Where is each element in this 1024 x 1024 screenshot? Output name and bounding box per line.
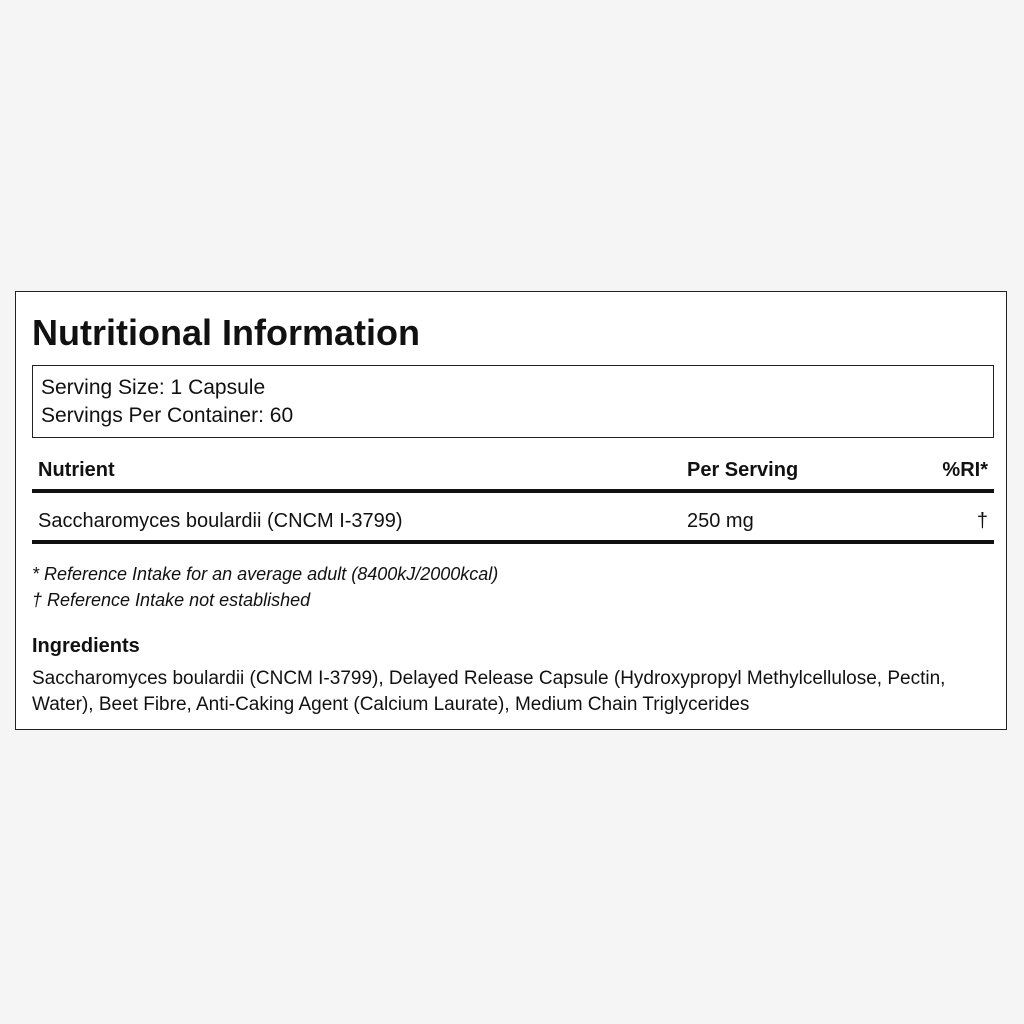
column-header-ri: %RI* (942, 459, 988, 481)
header-divider (32, 489, 994, 493)
page-title: Nutritional Information (32, 312, 420, 353)
ingredients-heading: Ingredients (32, 635, 140, 657)
nutrition-panel (15, 291, 1007, 730)
footnote-reference-intake: * Reference Intake for an average adult (8400kJ/2000kcal) (32, 564, 499, 584)
table-cell-per-serving: 250 mg (687, 510, 754, 532)
servings-per-container: Servings Per Container: 60 (41, 404, 294, 427)
serving-info-box (32, 365, 994, 438)
column-header-per-serving: Per Serving (687, 459, 799, 481)
ingredients-text: Saccharomyces boulardii (CNCM I-3799), Delayed Release Capsule (Hydroxypropyl Methylcellulose, Pectin, Water), Beet Fibre, Anti-Caking Agent (Calcium Laurate), Medium Chain Triglycerides (32, 668, 946, 715)
table-cell-nutrient: Saccharomyces boulardii (CNCM I-3799) (38, 510, 403, 532)
table-cell-ri: † (976, 510, 988, 532)
column-header-nutrient: Nutrient (38, 459, 115, 481)
table-bottom-divider (32, 540, 994, 544)
nutrient-table (32, 452, 994, 546)
footnote-not-established: † Reference Intake not established (32, 590, 311, 610)
serving-size: Serving Size: 1 Capsule (41, 376, 266, 399)
